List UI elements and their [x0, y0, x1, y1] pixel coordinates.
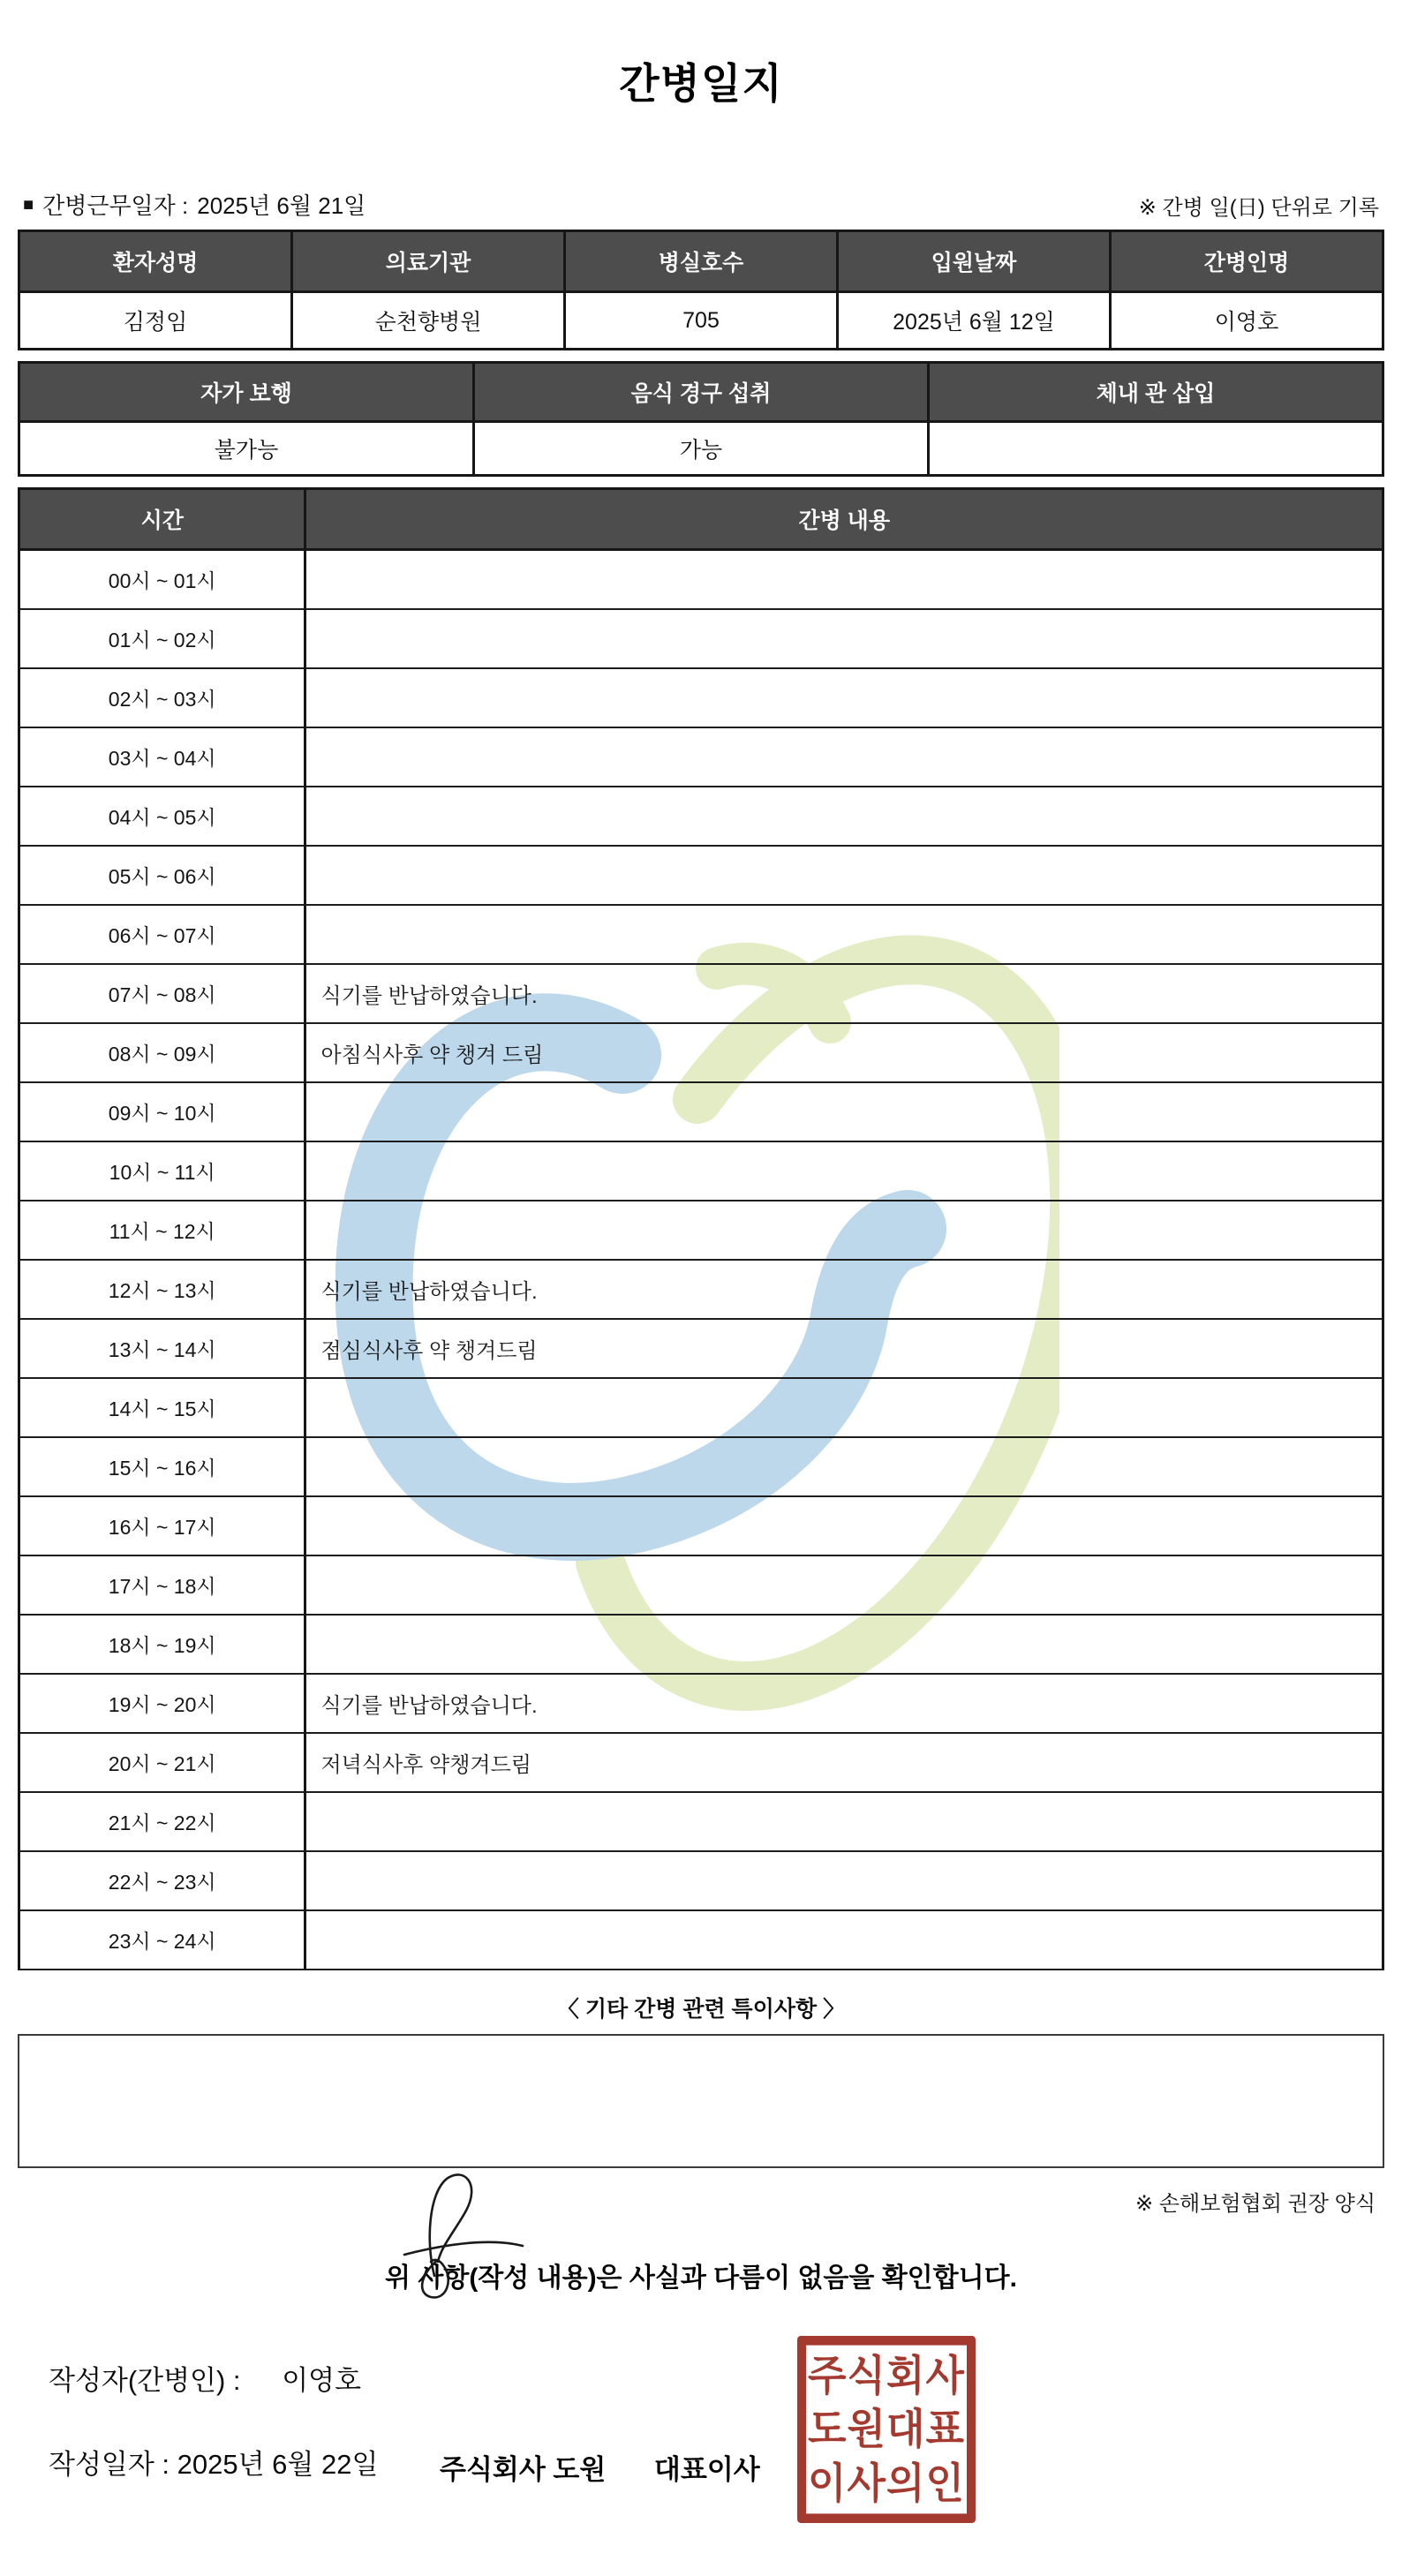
- time-cell: 18시 ~ 19시: [19, 1615, 305, 1674]
- content-cell: [305, 787, 1383, 846]
- unit-note: ※ 간병 일(日) 단위로 기록: [1138, 196, 1379, 220]
- special-notes-title: 〈 기타 간병 관련 특이사항 〉: [556, 1997, 846, 2022]
- time-cell: 13시 ~ 14시: [19, 1319, 305, 1378]
- time-cell: 02시 ~ 03시: [19, 668, 305, 727]
- page-title: 간병일지: [619, 60, 783, 107]
- content-cell: [305, 1437, 1383, 1496]
- content-cell: [305, 1082, 1383, 1141]
- time-cell: 15시 ~ 16시: [19, 1437, 305, 1496]
- care-log-row: [19, 1319, 1383, 1378]
- company-name: 주식회사 도원: [440, 2454, 607, 2485]
- header-caregiver-name: 간병인명: [1111, 231, 1383, 292]
- seal-line: 주식회사: [808, 2352, 965, 2400]
- time-cell: 21시 ~ 22시: [19, 1792, 305, 1851]
- value-tube-insertion: [929, 422, 1383, 476]
- care-log-row: [19, 787, 1383, 846]
- care-log-row: [19, 1792, 1383, 1851]
- header-care-content: 간병 내용: [305, 489, 1383, 550]
- time-cell: 04시 ~ 05시: [19, 787, 305, 846]
- content-cell: [305, 1555, 1383, 1615]
- time-cell: 00시 ~ 01시: [19, 550, 305, 610]
- condition-table: [18, 361, 1384, 477]
- care-log-row: [19, 1910, 1383, 1970]
- time-cell: 17시 ~ 18시: [19, 1555, 305, 1615]
- work-date-value: 2025년 6월 21일: [197, 192, 366, 219]
- care-log-row: [19, 1023, 1383, 1082]
- content-cell: 식기를 반납하였습니다.: [305, 1674, 1383, 1733]
- care-log-table: [18, 487, 1384, 1970]
- content-cell: [305, 1201, 1383, 1260]
- time-cell: 07시 ~ 08시: [19, 964, 305, 1023]
- content-cell: [305, 1910, 1383, 1970]
- ceo-label: 대표이사: [653, 2454, 760, 2485]
- header-time: 시간: [19, 489, 305, 550]
- care-log-row: [19, 1437, 1383, 1496]
- care-log-row: [19, 1082, 1383, 1141]
- written-date-value: 2025년 6월 22일: [177, 2449, 379, 2480]
- company-line: [440, 2447, 760, 2487]
- writer-label: 작성자(간병인) :: [49, 2365, 241, 2396]
- special-notes-box: [18, 2034, 1384, 2168]
- time-cell: 03시 ~ 04시: [19, 727, 305, 787]
- writer-name: 이영호: [282, 2365, 362, 2396]
- time-cell: 22시 ~ 23시: [19, 1851, 305, 1910]
- seal-line: 이사의인: [808, 2459, 965, 2507]
- time-cell: 14시 ~ 15시: [19, 1378, 305, 1437]
- content-cell: 식기를 반납하였습니다.: [305, 964, 1383, 1023]
- value-self-walking: 불가능: [19, 422, 474, 476]
- care-log-row: [19, 1141, 1383, 1201]
- content-cell: [305, 727, 1383, 787]
- work-date-label: 간병근무일자 :: [42, 192, 189, 219]
- care-log-row: [19, 905, 1383, 964]
- care-log-row: [19, 1201, 1383, 1260]
- time-cell: 08시 ~ 09시: [19, 1023, 305, 1082]
- time-cell: 16시 ~ 17시: [19, 1496, 305, 1555]
- time-cell: 05시 ~ 06시: [19, 846, 305, 905]
- seal-line: 도원대표: [808, 2405, 965, 2454]
- header-patient-name: 환자성명: [19, 231, 292, 292]
- writer-signature: [399, 2168, 531, 2305]
- form-recommendation-note: ※ 손해보험협회 권장 양식: [1135, 2192, 1376, 2216]
- time-cell: 10시 ~ 11시: [19, 1141, 305, 1201]
- time-cell: 11시 ~ 12시: [19, 1201, 305, 1260]
- care-log-row: [19, 727, 1383, 787]
- square-bullet-icon: ■: [23, 194, 34, 215]
- care-log-row: [19, 964, 1383, 1023]
- condition-value-row: [19, 422, 1383, 476]
- content-cell: [305, 846, 1383, 905]
- value-admission-date: 2025년 6월 12일: [838, 292, 1111, 350]
- written-date-label: 작성일자 :: [49, 2449, 170, 2480]
- time-cell: 06시 ~ 07시: [19, 905, 305, 964]
- time-cell: 23시 ~ 24시: [19, 1910, 305, 1970]
- patient-info-header-row: [19, 231, 1383, 292]
- content-cell: [305, 1851, 1383, 1910]
- content-cell: [305, 550, 1383, 610]
- time-cell: 19시 ~ 20시: [19, 1674, 305, 1733]
- time-cell: 01시 ~ 02시: [19, 609, 305, 668]
- care-log-row: [19, 1496, 1383, 1555]
- care-log-row: [19, 1615, 1383, 1674]
- care-log-row: [19, 1378, 1383, 1437]
- company-seal: [797, 2336, 976, 2523]
- value-oral-intake: 가능: [474, 422, 929, 476]
- care-log-row: [19, 1555, 1383, 1615]
- care-log-header-row: [19, 489, 1383, 550]
- header-medical-institution: 의료기관: [292, 231, 565, 292]
- content-cell: 점심식사후 약 챙겨드림: [305, 1319, 1383, 1378]
- content-cell: 식기를 반납하였습니다.: [305, 1260, 1383, 1319]
- value-medical-institution: 순천향병원: [292, 292, 565, 350]
- content-cell: 아침식사후 약 챙겨 드림: [305, 1023, 1383, 1082]
- work-date-line: [23, 188, 366, 221]
- care-log-row: [19, 1674, 1383, 1733]
- patient-info-value-row: [19, 292, 1383, 350]
- content-cell: [305, 1792, 1383, 1851]
- value-room-number: 705: [565, 292, 838, 350]
- header-self-walking: 자가 보행: [19, 363, 474, 422]
- header-room-number: 병실호수: [565, 231, 838, 292]
- content-cell: [305, 1378, 1383, 1437]
- time-cell: 12시 ~ 13시: [19, 1260, 305, 1319]
- content-cell: [305, 905, 1383, 964]
- care-log-row: [19, 668, 1383, 727]
- header-oral-intake: 음식 경구 섭취: [474, 363, 929, 422]
- content-cell: [305, 1496, 1383, 1555]
- value-caregiver-name: 이영호: [1111, 292, 1383, 350]
- time-cell: 20시 ~ 21시: [19, 1733, 305, 1792]
- time-cell: 09시 ~ 10시: [19, 1082, 305, 1141]
- care-log-row: [19, 1733, 1383, 1792]
- care-log-row: [19, 550, 1383, 610]
- content-cell: [305, 668, 1383, 727]
- patient-info-table: [18, 230, 1384, 350]
- care-log-row: [19, 1260, 1383, 1319]
- confirmation-statement: 위 사항(작성 내용)은 사실과 다름이 없음을 확인합니다.: [385, 2263, 1017, 2293]
- writer-line: [49, 2358, 1402, 2398]
- meta-row: [23, 188, 1379, 221]
- care-log-row: [19, 1851, 1383, 1910]
- content-cell: [305, 1141, 1383, 1201]
- content-cell: [305, 1615, 1383, 1674]
- condition-header-row: [19, 363, 1383, 422]
- content-cell: 저녁식사후 약챙겨드림: [305, 1733, 1383, 1792]
- care-log-row: [19, 609, 1383, 668]
- header-admission-date: 입원날짜: [838, 231, 1111, 292]
- content-cell: [305, 609, 1383, 668]
- header-tube-insertion: 체내 관 삽입: [929, 363, 1383, 422]
- care-log-row: [19, 846, 1383, 905]
- value-patient-name: 김정임: [19, 292, 292, 350]
